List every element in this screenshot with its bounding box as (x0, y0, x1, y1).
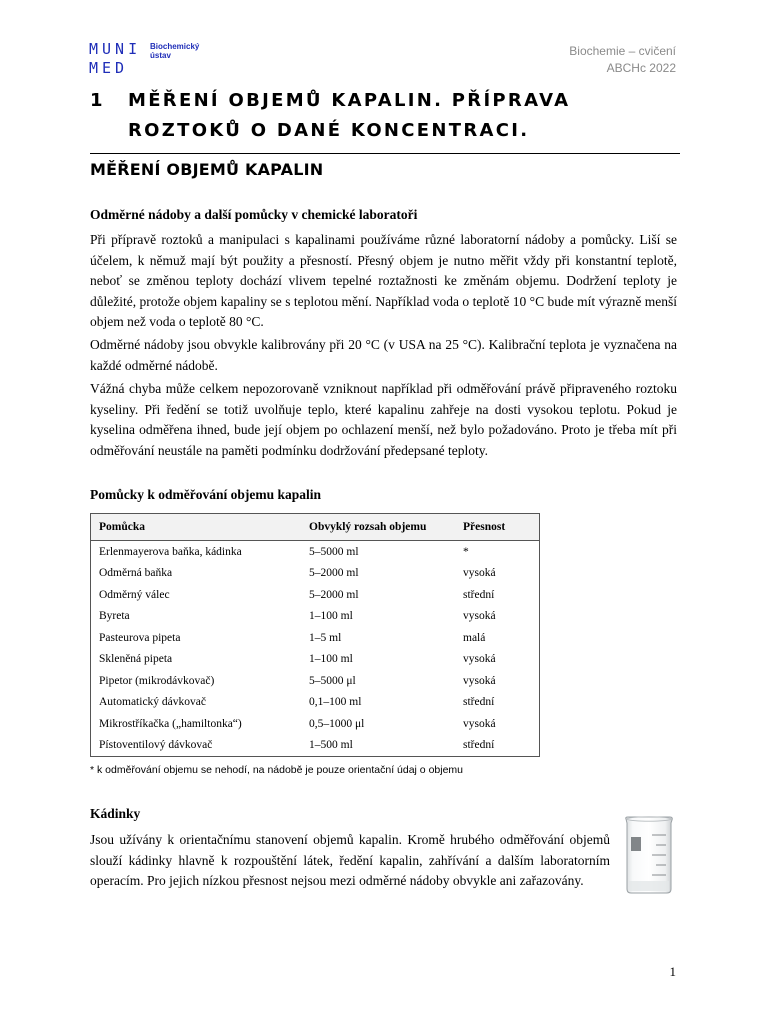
table-cell: střední (463, 696, 495, 709)
table-row (91, 584, 540, 606)
paragraph-3: Vážná chyba může celkem nepozorovaně vzniknout například při odměřování právě připraveného roztoku kyseliny. Při ředění se totiž uvolňuje teplo, které kapalinu zahřeje na dosti vysokou teplotu. Pokud je kyselina odměřena ihned, bude její objem po ochlazení menší, než bylo požadováno. Proto je třeba mít při odměřování neustále na paměti podmínku dodržování předepsané teploty. (90, 381, 677, 458)
table-cell: vysoká (463, 653, 496, 666)
table-row (91, 692, 540, 714)
table-cell: Automatický dávkovač (99, 696, 206, 709)
table-cell: 5–2000 ml (309, 567, 359, 580)
beaker-image (622, 815, 676, 895)
table-cell: 0,5–1000 μl (309, 717, 365, 730)
tools-table (90, 513, 540, 757)
table-cell: 5–5000 ml (309, 545, 359, 558)
table-cell: 1–5 ml (309, 631, 342, 644)
table-cell: střední (463, 588, 495, 601)
table-cell: * (463, 545, 469, 558)
logo-line-muni: MUNI (89, 40, 142, 58)
table-row (91, 735, 540, 757)
table-row (91, 541, 540, 563)
table-row (91, 563, 540, 585)
table-row (91, 713, 540, 735)
table-cell: 5–2000 ml (309, 588, 359, 601)
section-title: MĚŘENÍ OBJEMŮ KAPALIN (90, 160, 324, 179)
paragraph-1: Při přípravě roztoků a manipulaci s kapalinami používáme různé laboratorní nádoby a pomůcky. Liší se účelem, k němuž mají být použity a přesností. Přesný objem je nutno měřit vždy při konstantní teplotě, neboť se změnou teploty dochází vlivem tepelné roztažnosti ke změnám objemu. Dodržení teploty je důležité, protože objem kapaliny se s teplotou mění. Například voda o teplotě 10 °C bude mít výrazně menší objem než voda o teplotě 80 °C. (90, 232, 677, 329)
heading-rule (90, 153, 680, 154)
table-cell: 1–100 ml (309, 653, 353, 666)
column-header: Pomůcka (91, 514, 302, 541)
table-cell: vysoká (463, 610, 496, 623)
table-cell: Byreta (99, 610, 130, 623)
table-cell: vysoká (463, 674, 496, 687)
table-row (91, 670, 540, 692)
table-cell: 5–5000 μl (309, 674, 356, 687)
running-header (569, 43, 676, 77)
table-cell: střední (455, 735, 540, 757)
subsection-heading-vessels: Odměrné nádoby a další pomůcky v chemické laboratoři (90, 207, 418, 222)
column-header: Přesnost (455, 514, 540, 541)
table-cell: Pipetor (mikrodávkovač) (99, 674, 215, 687)
table-cell: vysoká (463, 717, 496, 730)
table-footnote: * k odměřování objemu se nehodí, na nádobě je pouze orientační údaj o objemu (90, 764, 464, 776)
table-row (91, 627, 540, 649)
paragraph-2: Odměrné nádoby jsou obvykle kalibrovány při 20 °C (v USA na 25 °C). Kalibrační teplota je vyznačena na každé odměrné nádobě. (90, 337, 677, 373)
logo-line-med: MED (89, 59, 129, 77)
header-code: ABCHc 2022 (606, 61, 676, 75)
table-header-row (91, 514, 540, 541)
table-cell: Skleněná pipeta (99, 653, 173, 666)
table-cell: vysoká (463, 567, 496, 580)
table-cell: Pasteurova pipeta (99, 631, 181, 644)
table-row (91, 606, 540, 628)
page-number: 1 (669, 964, 676, 979)
logo-unit-name: Biochemický ústav (150, 42, 200, 60)
table-heading: Pomůcky k odměřování objemu kapalin (90, 487, 322, 502)
table-cell: 1–100 ml (309, 610, 353, 623)
header-course: Biochemie – cvičení (569, 44, 676, 58)
chapter-number: 1 (90, 90, 105, 111)
chapter-title: MĚŘENÍ OBJEMŮ KAPALIN. PŘÍPRAVA ROZTOKŮ O DANÉ KONCENTRACI. (128, 90, 571, 141)
subsection-heading-beakers: Kádinky (90, 806, 141, 821)
table-cell: Mikrostříkačka („hamiltonka“) (99, 717, 242, 730)
table-cell: Pístoventilový dávkovač (91, 735, 302, 757)
table-cell: malá (463, 631, 486, 644)
column-header: Obvyklý rozsah objemu (301, 514, 455, 541)
table-cell: Erlenmayerova baňka, kádinka (99, 545, 242, 558)
table-cell: 1–500 ml (301, 735, 455, 757)
table-cell: 0,1–100 ml (309, 696, 362, 709)
table-row (91, 649, 540, 671)
table-cell: Odměrný válec (99, 588, 170, 601)
table-cell: Odměrná baňka (99, 567, 173, 580)
paragraph-beakers: Jsou užívány k orientačnímu stanovení objemů kapalin. Kromě hrubého odměřování objemů slouží kádinky hlavně k rozpouštění látek, ředění kapalin, zahřívání a dalším laboratorním operacím. Pro jejich nízkou přesnost nejsou mezi odměrné nádoby obvykle ani zařazovány. (90, 832, 610, 888)
